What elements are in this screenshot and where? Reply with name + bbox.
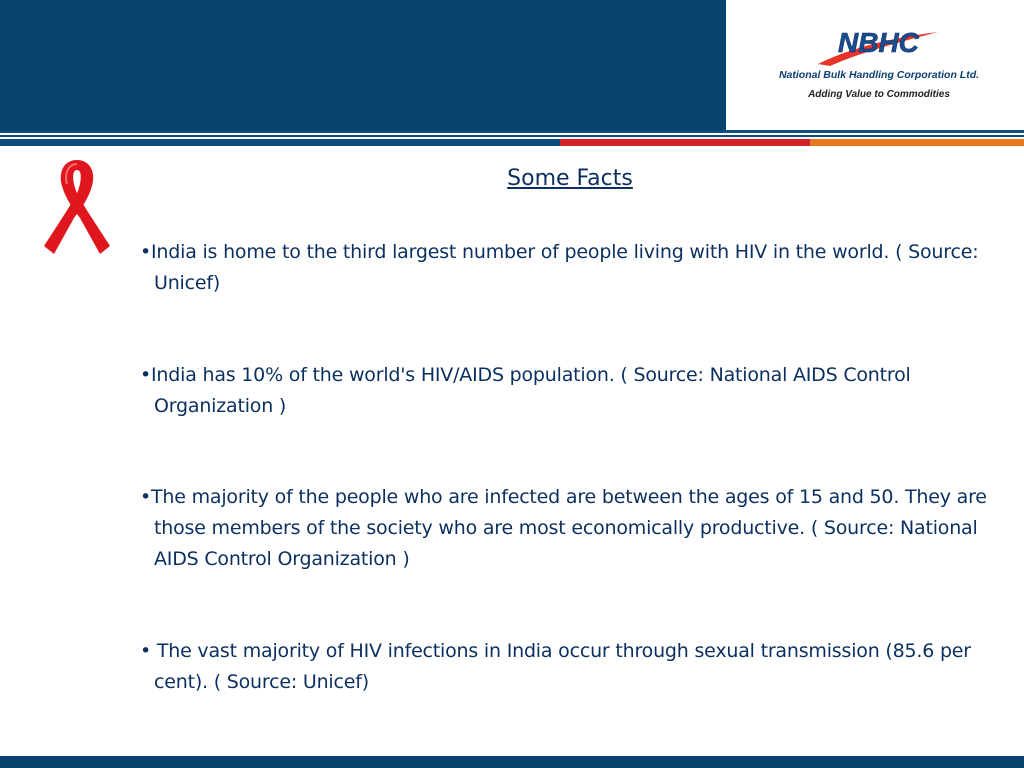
- header-stripe: [0, 130, 1024, 133]
- logo-mark-text: NBHC: [838, 27, 919, 58]
- header-stripe: [0, 135, 1024, 137]
- header-stripe-red: [560, 139, 810, 146]
- fact-item: • The vast majority of HIV infections in India occur through sexual transmission (85.6 per cent). ( Source: Unicef): [140, 640, 971, 693]
- fact-item: •The majority of the people who are infected are between the ages of 15 and 50. They are those members of the society who are most economically productive. ( Source: National AIDS Control Organization ): [140, 486, 987, 570]
- slide-title: Some Facts: [507, 166, 633, 191]
- logo-tagline: Adding Value to Commodities: [808, 89, 950, 100]
- nbhc-logo: [810, 22, 950, 70]
- fact-item: •India has 10% of the world's HIV/AIDS population. ( Source: National AIDS Control Organization ): [140, 364, 911, 417]
- logo-company-name: National Bulk Handling Corporation Ltd.: [778, 69, 980, 81]
- header-band: [0, 0, 726, 130]
- fact-item: •India is home to the third largest number of people living with HIV in the world. ( Source: Unicef): [140, 241, 979, 294]
- footer-band: [0, 756, 1024, 768]
- header-stripe-orange: [810, 139, 1024, 146]
- red-ribbon-icon: [44, 154, 110, 262]
